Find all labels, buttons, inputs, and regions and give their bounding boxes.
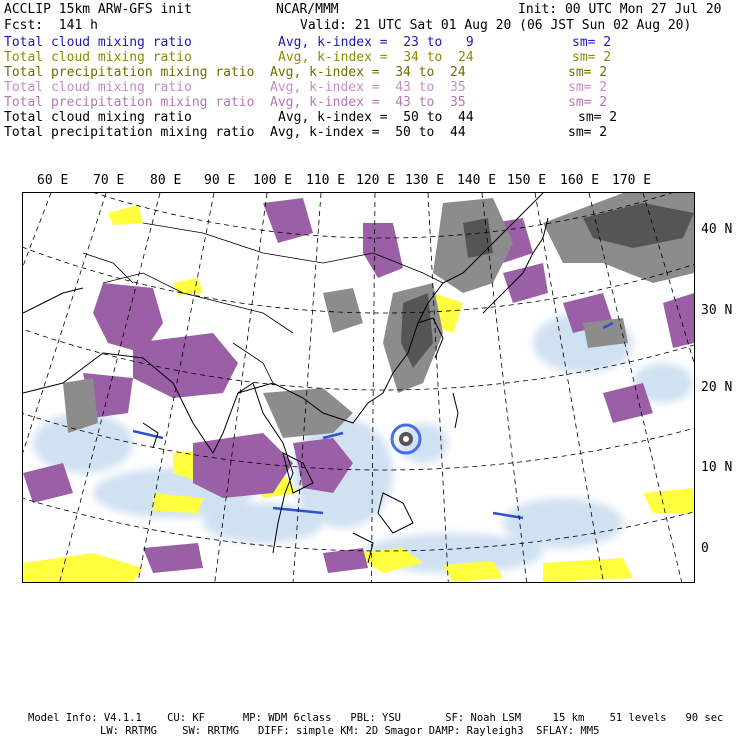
lat-label: 10 N — [701, 460, 733, 475]
plot-title: ACCLIP 15km ARW-GFS init — [4, 2, 192, 17]
field-0-sm: sm= 2 — [572, 35, 612, 50]
field-6-sm: sm= 2 — [568, 125, 608, 140]
model-info-line1: Model Info: V4.1.1 CU: KF MP: WDM 6class PBL: YSU SF: Noah LSM 15 km 51 levels 90 sec — [28, 712, 724, 724]
lon-label: 140 E — [457, 173, 497, 188]
lon-label: 110 E — [306, 173, 346, 188]
field-2-sm: sm= 2 — [568, 65, 608, 80]
lon-label: 100 E — [253, 173, 293, 188]
field-0-avg: Avg, k-index = 23 to 9 — [278, 35, 474, 50]
lat-label: 0 — [701, 541, 709, 556]
field-1-avg: Avg, k-index = 34 to 24 — [278, 50, 474, 65]
field-0-name: Total cloud mixing ratio — [4, 35, 192, 50]
lon-label: 170 E — [612, 173, 652, 188]
forecast-map — [22, 192, 695, 583]
valid-time: Valid: 21 UTC Sat 01 Aug 20 (06 JST Sun 02 Aug 20) — [300, 18, 692, 33]
lat-label: 20 N — [701, 380, 733, 395]
field-3-sm: sm= 2 — [568, 80, 608, 95]
field-2-avg: Avg, k-index = 34 to 24 — [270, 65, 466, 80]
field-5-avg: Avg, k-index = 50 to 44 — [278, 110, 474, 125]
init-time: Init: 00 UTC Mon 27 Jul 20 — [518, 2, 722, 17]
lon-label: 80 E — [150, 173, 182, 188]
field-2-name: Total precipitation mixing ratio — [4, 65, 255, 80]
field-3-avg: Avg, k-index = 43 to 35 — [270, 80, 466, 95]
lon-label: 130 E — [405, 173, 445, 188]
field-1-name: Total cloud mixing ratio — [4, 50, 192, 65]
map-canvas — [23, 193, 694, 582]
field-5-sm: sm= 2 — [578, 110, 618, 125]
lon-label: 150 E — [507, 173, 547, 188]
light-blue-patches — [33, 313, 693, 573]
field-5-name: Total cloud mixing ratio — [4, 110, 192, 125]
model-info-line2: LW: RRTMG SW: RRTMG DIFF: simple KM: 2D Smagor DAMP: Rayleigh3 SFLAY: MM5 — [100, 725, 600, 737]
forecast-hour: Fcst: 141 h — [4, 18, 98, 33]
field-4-sm: sm= 2 — [568, 95, 608, 110]
lon-label: 70 E — [93, 173, 125, 188]
lon-label: 160 E — [560, 173, 600, 188]
lon-label: 90 E — [204, 173, 236, 188]
lat-label: 40 N — [701, 222, 733, 237]
lon-label: 120 E — [356, 173, 396, 188]
field-4-name: Total precipitation mixing ratio — [4, 95, 255, 110]
field-3-name: Total cloud mixing ratio — [4, 80, 192, 95]
field-4-avg: Avg, k-index = 43 to 35 — [270, 95, 466, 110]
field-6-name: Total precipitation mixing ratio — [4, 125, 255, 140]
field-6-avg: Avg, k-index = 50 to 44 — [270, 125, 466, 140]
center-name: NCAR/MMM — [276, 2, 339, 17]
field-1-sm: sm= 2 — [572, 50, 612, 65]
lon-label: 60 E — [37, 173, 69, 188]
lat-label: 30 N — [701, 303, 733, 318]
